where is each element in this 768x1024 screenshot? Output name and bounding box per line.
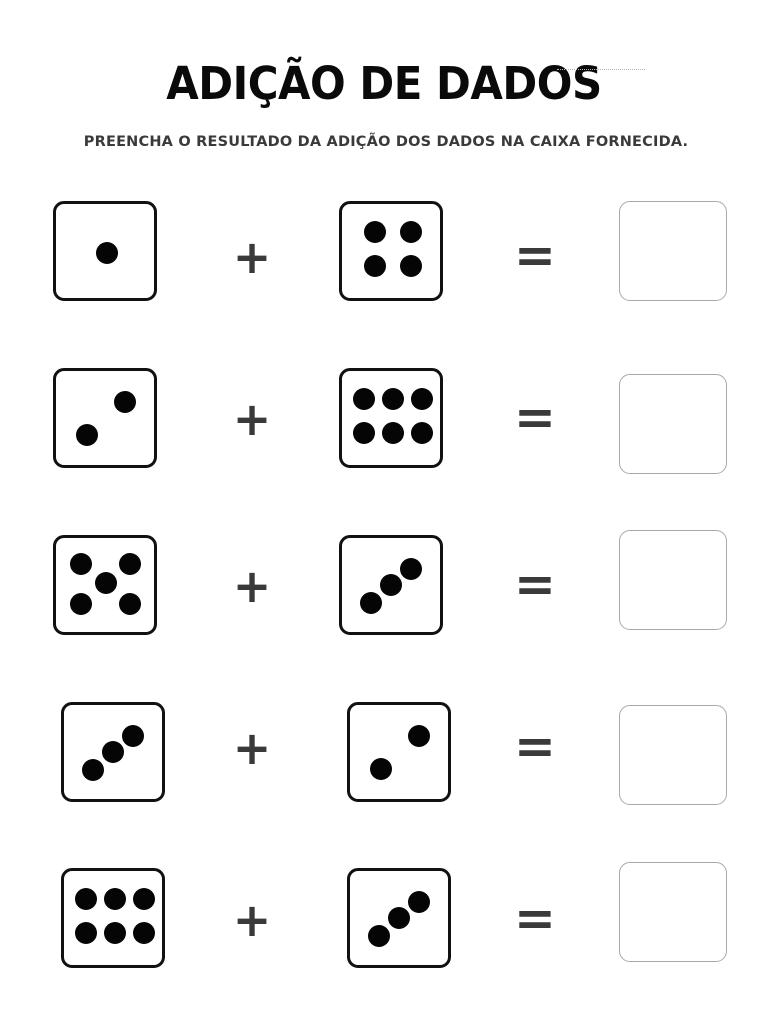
equals-sign: = (514, 717, 556, 775)
die-pip (360, 592, 382, 614)
die-pip (76, 424, 98, 446)
die-pip (353, 422, 375, 444)
die-pip (102, 741, 124, 763)
die-pip (104, 922, 126, 944)
answer-box[interactable] (619, 201, 727, 301)
die-pip (114, 391, 136, 413)
die-pip (75, 888, 97, 910)
title-divider (557, 69, 645, 70)
die-pip (122, 725, 144, 747)
die-pip (400, 255, 422, 277)
answer-box[interactable] (619, 530, 727, 630)
die-pip (95, 572, 117, 594)
die-pip (364, 221, 386, 243)
left-die (61, 868, 165, 968)
die-pip (133, 888, 155, 910)
die-pip (382, 422, 404, 444)
answer-box[interactable] (619, 862, 727, 962)
right-die (339, 535, 443, 635)
die-pip (119, 593, 141, 615)
die-pip (380, 574, 402, 596)
right-die (347, 702, 451, 802)
die-pip (408, 725, 430, 747)
die-pip (368, 925, 390, 947)
die-pip (364, 255, 386, 277)
equals-sign: = (514, 889, 556, 947)
die-pip (411, 422, 433, 444)
right-die (339, 368, 443, 468)
plus-sign: + (232, 893, 272, 947)
die-pip (75, 922, 97, 944)
equals-sign: = (514, 388, 556, 446)
left-die (53, 201, 157, 301)
die-pip (353, 388, 375, 410)
right-die (339, 201, 443, 301)
answer-box[interactable] (619, 374, 727, 474)
die-pip (119, 553, 141, 575)
plus-sign: + (232, 230, 272, 284)
left-die (53, 535, 157, 635)
equals-sign: = (514, 555, 556, 613)
plus-sign: + (232, 559, 272, 613)
die-pip (400, 221, 422, 243)
plus-sign: + (232, 392, 272, 446)
left-die (53, 368, 157, 468)
die-pip (408, 891, 430, 913)
die-pip (70, 553, 92, 575)
die-pip (133, 922, 155, 944)
die-pip (370, 758, 392, 780)
die-pip (70, 593, 92, 615)
right-die (347, 868, 451, 968)
equals-sign: = (514, 226, 556, 284)
die-pip (82, 759, 104, 781)
plus-sign: + (232, 721, 272, 775)
instructions-text: PREENCHA O RESULTADO DA ADIÇÃO DOS DADOS NA CAIXA FORNECIDA. (83, 134, 689, 150)
die-pip (96, 242, 118, 264)
left-die (61, 702, 165, 802)
die-pip (104, 888, 126, 910)
worksheet-title: ADIÇÃO DE DADOS (166, 57, 602, 110)
die-pip (388, 907, 410, 929)
die-pip (411, 388, 433, 410)
answer-box[interactable] (619, 705, 727, 805)
die-pip (382, 388, 404, 410)
die-pip (400, 558, 422, 580)
